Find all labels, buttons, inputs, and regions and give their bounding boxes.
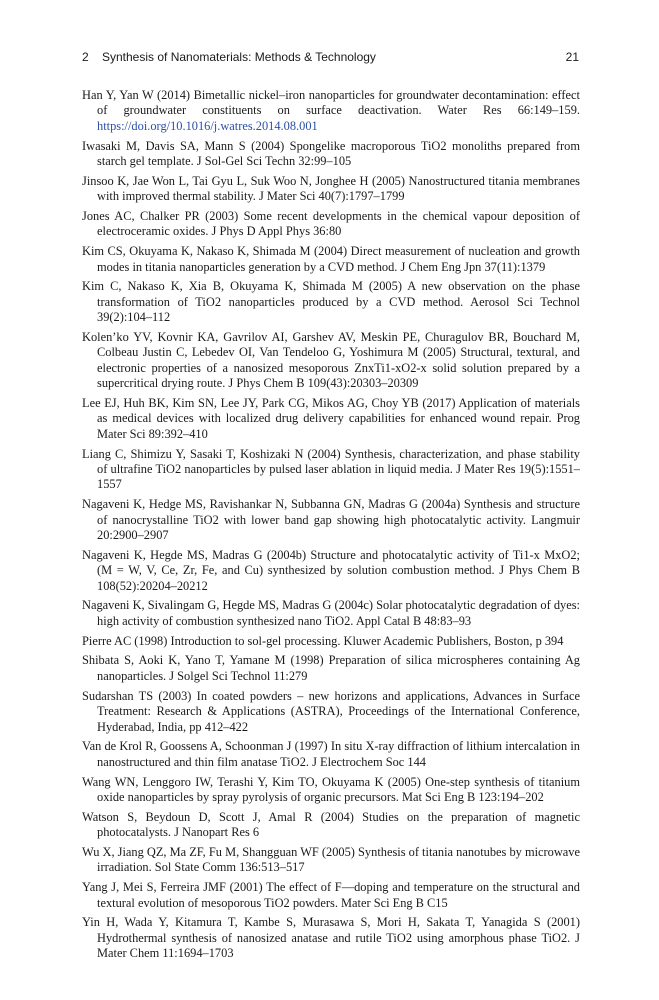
running-head bbox=[82, 50, 579, 68]
reference-item bbox=[82, 279, 580, 325]
reference-item bbox=[82, 653, 580, 684]
reference-text: Kolen’ko YV, Kovnir KA, Gavrilov AI, Garshev AV, Meskin PE, Churagulov BR, Bouchard M, Colbeau Justin C, Lebedev OI, Van Tendeloo G, Yoshimura M (2005) Structural, textural, and electronic properties of a nanosized mesoporous ZnxTi1-xO2-x solid solution prepared by a supercritical drying route. J Phys Chem B 109(43):20303–20309 bbox=[82, 330, 580, 391]
reference-text: Jones AC, Chalker PR (2003) Some recent developments in the chemical vapour deposition of electroceramic oxides. J Phys D Appl Phys 36:80 bbox=[82, 209, 580, 239]
reference-text: Lee EJ, Huh BK, Kim SN, Lee JY, Park CG, Mikos AG, Choy YB (2017) Application of materials as medical devices with localized drug delivery capabilities for enhanced wound repair. Prog Mater Sci 89:392–410 bbox=[82, 396, 580, 441]
reference-text: Nagaveni K, Sivalingam G, Hegde MS, Madras G (2004c) Solar photocatalytic degradation of dyes: high activity of combustion synthesized nano TiO2. Appl Catal B 48:83–93 bbox=[82, 598, 580, 628]
reference-text: Nagaveni K, Hegde MS, Madras G (2004b) Structure and photocatalytic activity of Ti1-x MxO2; (M = W, V, Ce, Zr, Fe, and Cu) synthesized by solution combustion method. J Phys Chem B 108(52):20204–20212 bbox=[82, 547, 580, 593]
reference-item bbox=[82, 447, 580, 493]
reference-text: Kim CS, Okuyama K, Nakaso K, Shimada M (2004) Direct measurement of nucleation and growth modes in titania nanoparticles generation by a CVD method. J Chem Eng Jpn 37(11):1379 bbox=[82, 244, 580, 274]
reference-text: Sudarshan TS (2003) In coated powders – new horizons and applications, Advances in Surface Treatment: Research & Applications (ASTRA), Proceedings of the International Conference, Hyderabad, India, pp 412–422 bbox=[82, 688, 580, 734]
chapter-title: Synthesis of Nanomaterials: Methods & Technology bbox=[102, 50, 376, 64]
reference-item bbox=[82, 634, 580, 649]
reference-item bbox=[82, 548, 580, 594]
reference-text: Yang J, Mei S, Ferreira JMF (2001) The effect of F—doping and temperature on the structural and textural evolution of mesoporous TiO2 powders. Mater Sci Eng B C15 bbox=[82, 880, 580, 910]
reference-item bbox=[82, 244, 580, 275]
reference-text: Watson S, Beydoun D, Scott J, Amal R (2004) Studies on the preparation of magnetic photocatalysts. J Nanopart Res 6 bbox=[82, 809, 580, 840]
reference-item bbox=[82, 598, 580, 629]
reference-text: Pierre AC (1998) Introduction to sol-gel processing. Kluwer Academic Publishers, Boston, p 394 bbox=[82, 633, 564, 648]
reference-item bbox=[82, 396, 580, 442]
chapter-number: 2 bbox=[82, 50, 89, 64]
reference-text: Wu X, Jiang QZ, Ma ZF, Fu M, Shangguan WF (2005) Synthesis of titania nanotubes by microwave irradiation. Sol State Comm 136:513–517 bbox=[82, 844, 580, 875]
reference-text: Wang WN, Lenggoro IW, Terashi Y, Kim TO, Okuyama K (2005) One-step synthesis of titanium oxide nanoparticles by spray pyrolysis of organic precursors. Mat Sci Eng B 123:194–202 bbox=[82, 774, 580, 804]
reference-item bbox=[82, 174, 580, 205]
reference-item bbox=[82, 330, 580, 392]
doi-link[interactable]: https://doi.org/10.1016/j.watres.2014.08.001 bbox=[97, 118, 318, 133]
reference-text: Jinsoo K, Jae Won L, Tai Gyu L, Suk Woo N, Jonghee H (2005) Nanostructured titania membranes with improved thermal stability. J Mater Sci 40(7):1797–1799 bbox=[82, 173, 580, 204]
reference-item bbox=[82, 845, 580, 876]
reference-text: Van de Krol R, Goossens A, Schoonman J (1997) In situ X-ray diffraction of lithium intercalation in nanostructured and thin film anatase TiO2. J Electrochem Soc 144 bbox=[82, 739, 580, 769]
reference-item bbox=[82, 689, 580, 735]
reference-text: Iwasaki M, Davis SA, Mann S (2004) Spongelike macroporous TiO2 monoliths prepared from starch gel template. J Sol-Gel Sci Techn 32:99–105 bbox=[82, 138, 580, 169]
reference-item bbox=[82, 880, 580, 911]
reference-item bbox=[82, 88, 580, 134]
reference-item bbox=[82, 209, 580, 240]
reference-text: Yin H, Wada Y, Kitamura T, Kambe S, Murasawa S, Mori H, Sakata T, Yanagida S (2001) Hydrothermal synthesis of nanosized anatase and rutile TiO2 using amorphous phase TiO2. J Mater Chem 11:1694–1703 bbox=[82, 915, 580, 961]
reference-item bbox=[82, 139, 580, 170]
reference-text: Han Y, Yan W (2014) Bimetallic nickel–iron nanoparticles for groundwater decontamination: effect of groundwater constituents on surface deactivation. Water Res 66:149–159. bbox=[82, 88, 580, 118]
reference-list bbox=[82, 88, 580, 966]
reference-text: Nagaveni K, Hedge MS, Ravishankar N, Subbanna GN, Madras G (2004a) Synthesis and structure of nanocrystalline TiO2 with lower band gap showing high photocatalytic activity. Langmuir 20:2900–2907 bbox=[82, 497, 580, 543]
reference-item bbox=[82, 810, 580, 841]
reference-item bbox=[82, 915, 580, 961]
reference-text: Liang C, Shimizu Y, Sasaki T, Koshizaki N (2004) Synthesis, characterization, and phase stability of ultrafine TiO2 nanoparticles by pulsed laser ablation in liquid media. J Mater Res 19(5):1551–1557 bbox=[82, 446, 580, 492]
reference-item bbox=[82, 739, 580, 770]
page-number: 21 bbox=[565, 50, 579, 64]
reference-item bbox=[82, 497, 580, 543]
reference-text: Kim C, Nakaso K, Xia B, Okuyama K, Shimada M (2005) A new observation on the phase transformation of TiO2 nanoparticles produced by a CVD method. Aerosol Sci Technol 39(2):104–112 bbox=[82, 279, 580, 325]
reference-item bbox=[82, 775, 580, 806]
reference-text: Shibata S, Aoki K, Yano T, Yamane M (1998) Preparation of silica microspheres containing Ag nanoparticles. J Solgel Sci Technol 11:279 bbox=[82, 653, 580, 683]
